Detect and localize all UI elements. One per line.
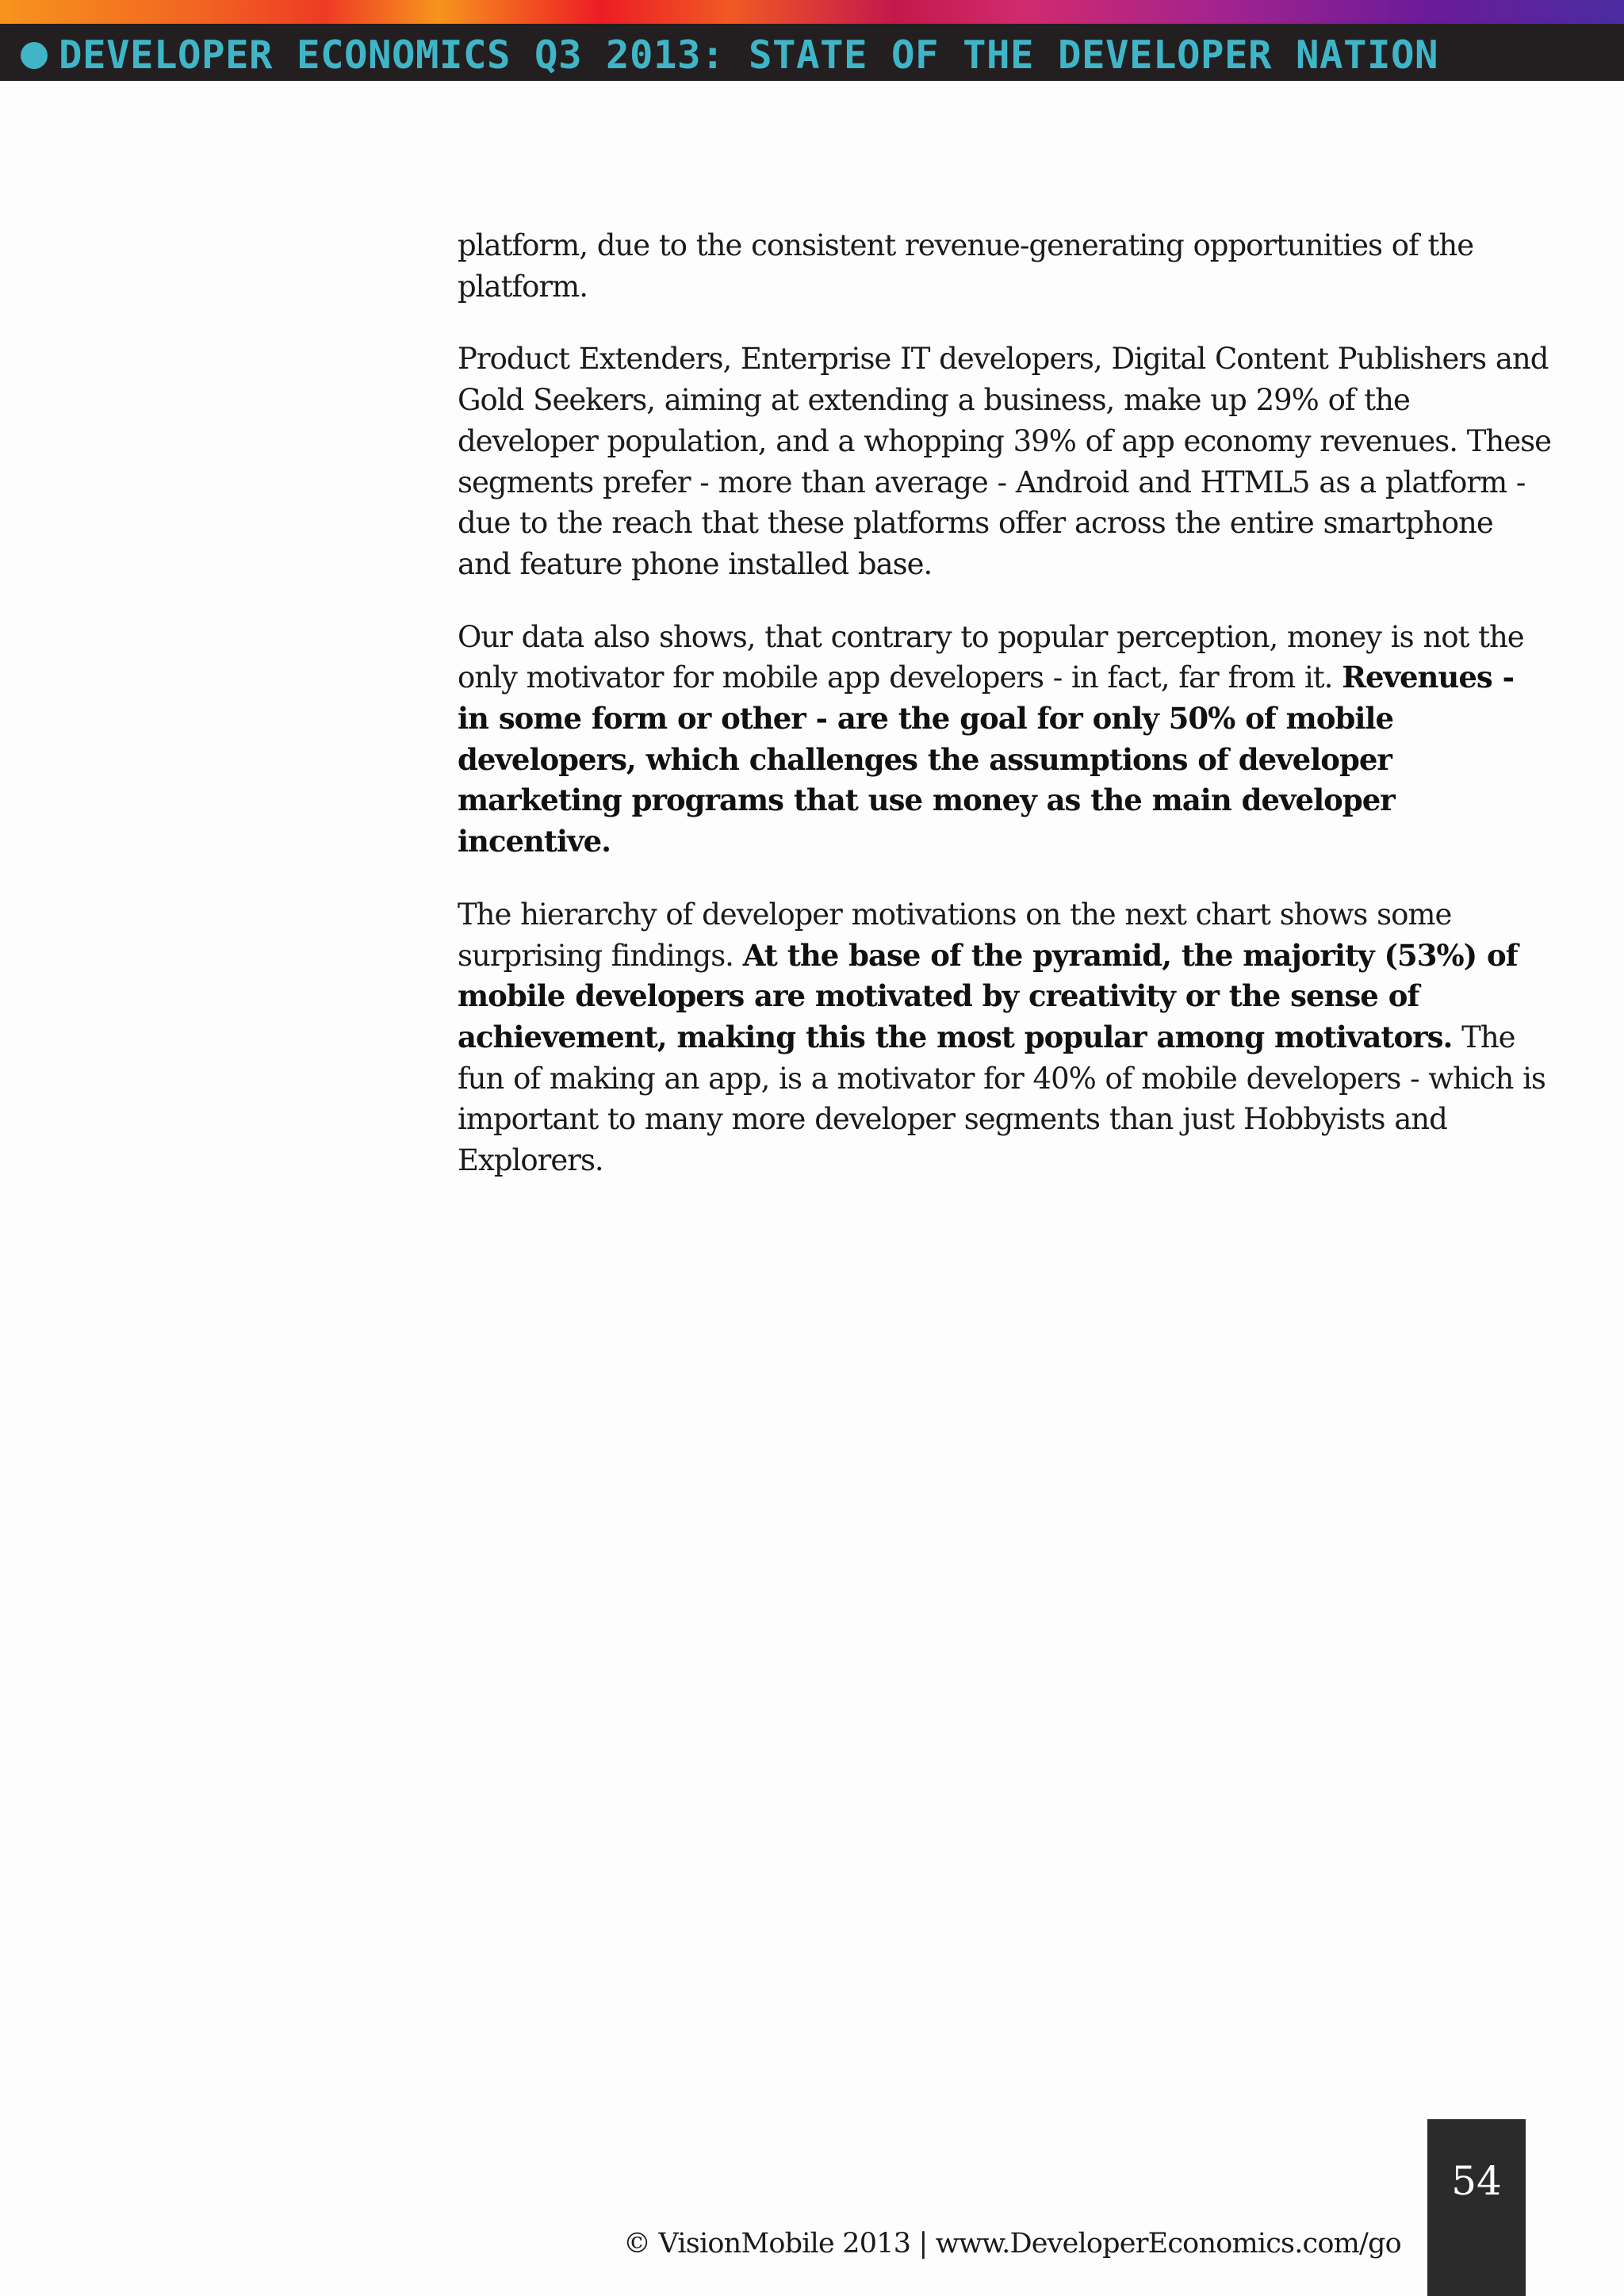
paragraph-3-text: Our data also shows, that contrary to popular perception, money is not the only motivator for mobile app developers - in fact, far from it. (458, 619, 1524, 695)
main-content (458, 225, 1552, 1213)
circle-bullet-icon (21, 42, 48, 69)
paragraph-1-text: platform, due to the consistent revenue-generating opportunities of the platform. (458, 228, 1474, 304)
document-title: DEVELOPER ECONOMICS Q3 2013: STATE OF THE DEVELOPER NATION (59, 33, 1439, 78)
page-number: 54 (1451, 2158, 1502, 2204)
paragraph-2-text: Product Extenders, Enterprise IT developers, Digital Content Publishers and Gold Seekers, aiming at extending a business, make up 29% of the developer population, and a whopping 39% of app economy revenues. These segments prefer - more than average - Android and HTML5 as a platform - due to the reach that these platforms offer across the entire smartphone and feature phone installed base. (458, 342, 1552, 581)
paragraph-4-text-start: The hierarchy of developer motivations on the next chart shows some surprising findings. (458, 897, 1452, 973)
paragraph-4 (458, 894, 1552, 1181)
paragraph-4-text-end: The fun of making an app, is a motivator for 40% of mobile developers - which is important to many more developer segments than just Hobbyists and Explorers. (458, 1020, 1545, 1178)
paragraph-3-highlight: Revenues - in some form or other - are the goal for only 50% of mobile developers, which challenges the assumptions of developer marketing programs that use money as the main developer incentive. (458, 660, 1514, 859)
paragraph-4-highlight: At the base of the pyramid, the majority (53%) of mobile developers are motivated by creativity or the sense of achievement, making this the most popular among motivators. (458, 937, 1518, 1054)
header-banner (0, 0, 1624, 81)
paragraph-2 (458, 339, 1552, 584)
paragraph-3 (458, 617, 1552, 863)
footer-copyright: © VisionMobile 2013 | www.DeveloperEconomics.com/go (623, 2228, 1401, 2260)
page-number-box (1427, 2119, 1526, 2296)
header-color-stripe (0, 0, 1624, 24)
paragraph-1 (458, 225, 1552, 307)
